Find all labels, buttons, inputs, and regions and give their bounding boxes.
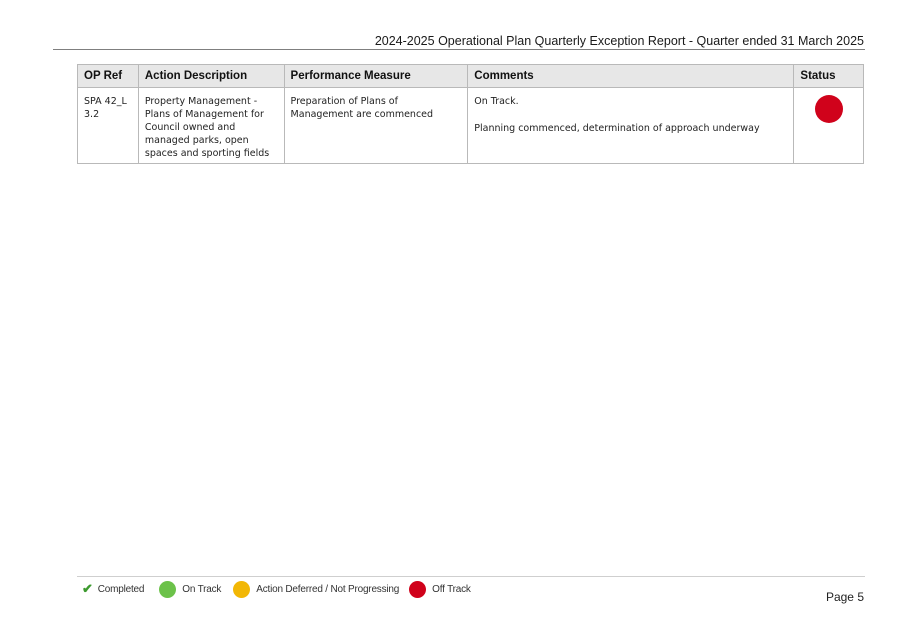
status-cell <box>794 88 864 164</box>
legend-item-off-track <box>409 581 471 598</box>
green-dot-icon <box>159 581 176 598</box>
legend-label-on-track: On Track <box>182 583 222 595</box>
page-number: Page 5 <box>825 590 864 604</box>
check-icon: ✔ <box>82 581 93 596</box>
footer-divider <box>77 576 865 577</box>
report-title: 2024-2025 Operational Plan Quarterly Exception Report - Quarter ended 31 March 2025 <box>374 34 864 48</box>
column-header-op-ref: OP Ref <box>78 65 139 88</box>
legend-label-deferred: Action Deferred / Not Progressing <box>256 583 400 595</box>
legend-item-on-track <box>159 581 221 598</box>
comments-cell <box>468 88 794 164</box>
header-divider <box>53 49 865 50</box>
performance-measure-cell: Preparation of Plans of Management are commenced <box>284 88 468 164</box>
status-legend <box>82 579 471 599</box>
legend-label-off-track: Off Track <box>432 583 471 595</box>
column-header-comments: Comments <box>468 65 794 88</box>
comment-detail-text: Planning commenced, determination of approach underway <box>474 123 760 134</box>
table-row <box>78 88 864 164</box>
legend-label-completed: Completed <box>97 583 145 595</box>
amber-dot-icon <box>233 581 250 598</box>
legend-item-deferred <box>233 581 399 598</box>
table-header-row <box>78 65 864 88</box>
column-header-status: Status <box>794 65 864 88</box>
exception-report-table <box>77 64 864 164</box>
comment-status-text: On Track. <box>474 96 519 107</box>
legend-item-completed <box>82 581 144 597</box>
op-ref-cell: SPA 42_L 3.2 <box>78 88 139 164</box>
action-description-cell: Property Management - Plans of Management for Council owned and managed parks, open spaces and sporting fields <box>138 88 284 164</box>
off-track-status-icon <box>815 95 843 123</box>
red-dot-icon <box>409 581 426 598</box>
column-header-performance-measure: Performance Measure <box>284 65 468 88</box>
column-header-action-description: Action Description <box>138 65 284 88</box>
